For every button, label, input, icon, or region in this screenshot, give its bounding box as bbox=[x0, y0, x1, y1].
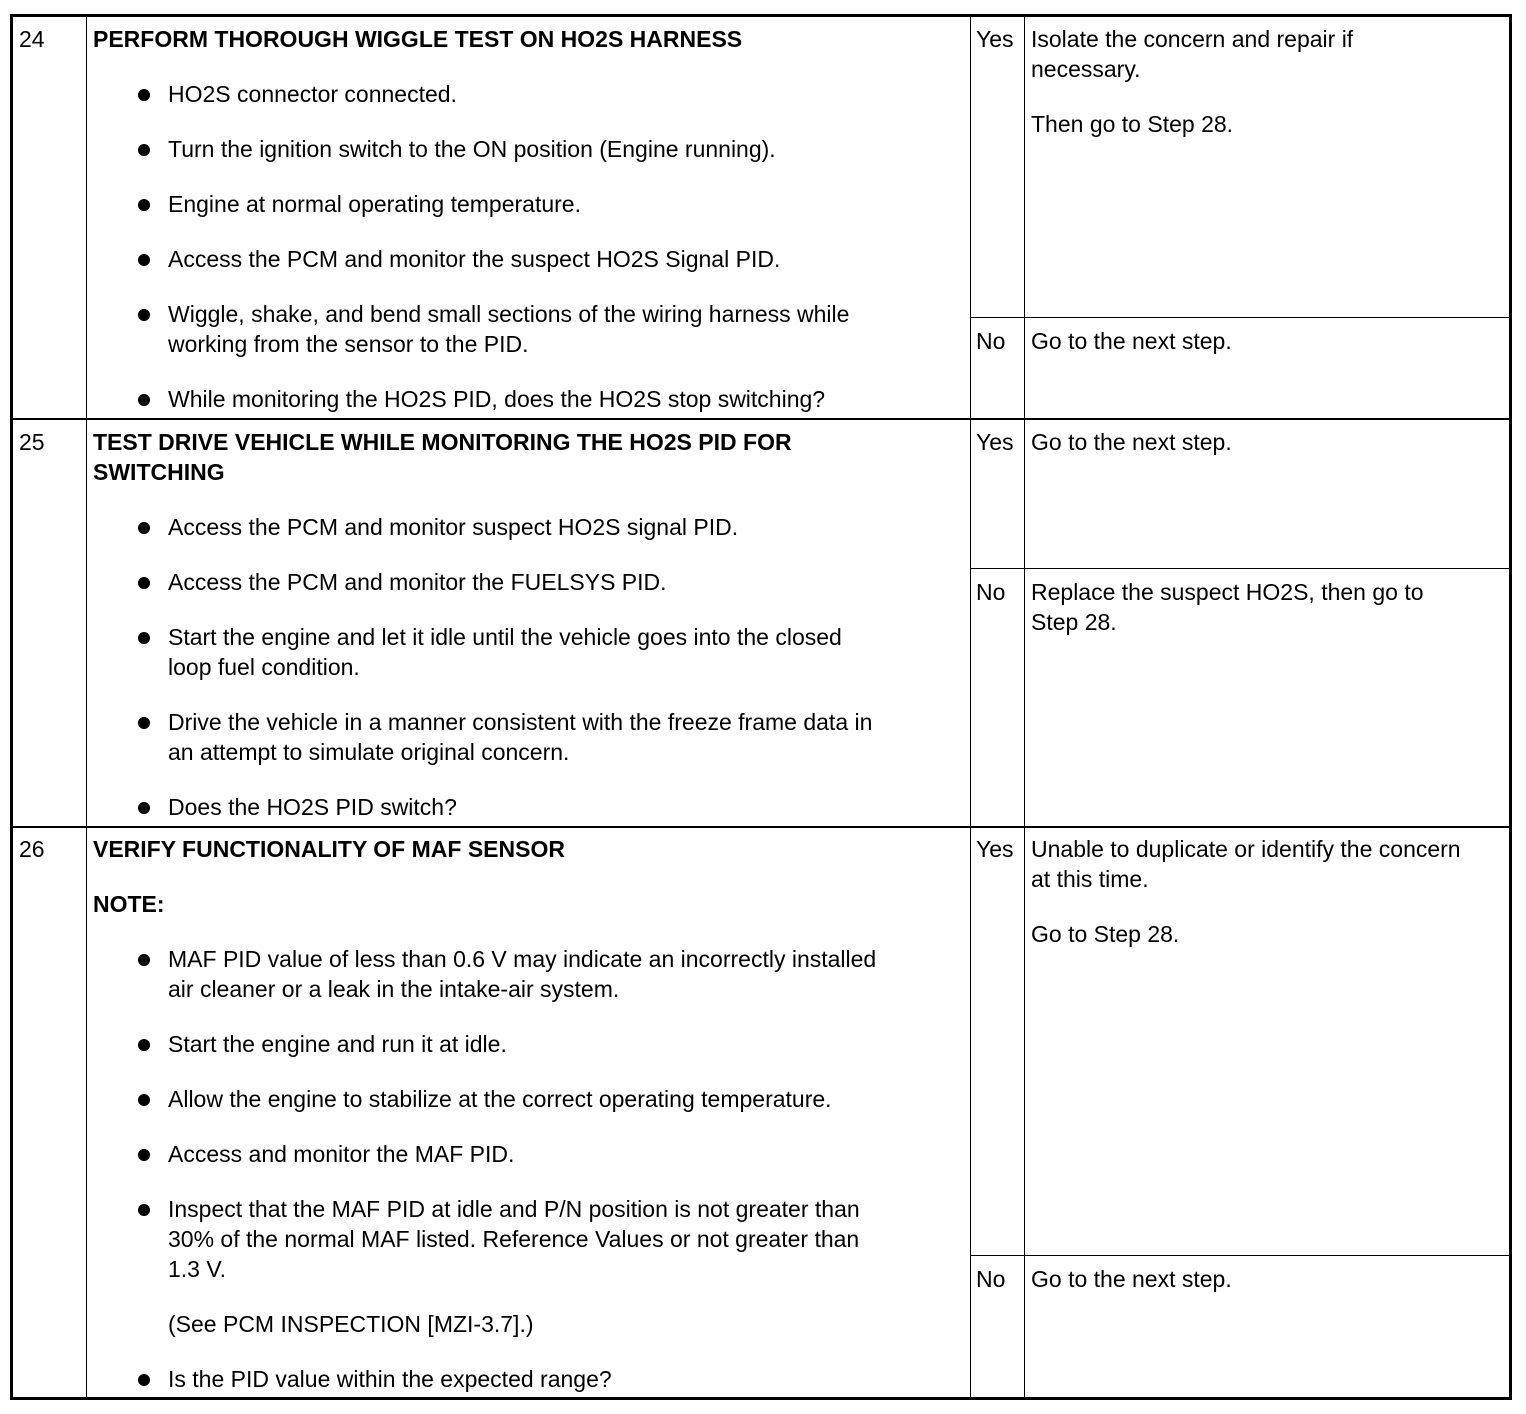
step-title: PERFORM THOROUGH WIGGLE TEST ON HO2S HARNESS bbox=[93, 26, 743, 52]
bullet-text: air cleaner or a leak in the intake-air system. bbox=[168, 976, 620, 1002]
bullet-dot bbox=[138, 309, 150, 321]
row-divider bbox=[13, 826, 1509, 828]
yes-action-followup: Go to Step 28. bbox=[1031, 921, 1180, 947]
step-number: 24 bbox=[19, 26, 45, 52]
step-number: 26 bbox=[19, 836, 45, 862]
bullet-dot bbox=[138, 394, 150, 406]
bullet-dot bbox=[138, 522, 150, 534]
yes-label: Yes bbox=[976, 836, 1014, 862]
row-divider bbox=[13, 418, 1509, 420]
bullet-text: Start the engine and run it at idle. bbox=[168, 1031, 507, 1057]
yes-action-followup: Then go to Step 28. bbox=[1031, 111, 1234, 137]
bullet-text: working from the sensor to the PID. bbox=[168, 331, 529, 357]
yes-action: at this time. bbox=[1031, 866, 1149, 892]
no-action: Replace the suspect HO2S, then go to bbox=[1031, 579, 1424, 605]
bullet-text: Access and monitor the MAF PID. bbox=[168, 1141, 515, 1167]
bullet-dot bbox=[138, 1374, 150, 1386]
step-title: SWITCHING bbox=[93, 459, 225, 485]
bullet-text: Access the PCM and monitor the FUELSYS PID. bbox=[168, 569, 667, 595]
bullet-text: Wiggle, shake, and bend small sections of the wiring harness while bbox=[168, 301, 850, 327]
bullet-dot bbox=[138, 144, 150, 156]
bullet-dot bbox=[138, 1204, 150, 1216]
yes-action: Isolate the concern and repair if bbox=[1031, 26, 1354, 52]
reference-link[interactable]: (See PCM INSPECTION [MZI-3.7].) bbox=[168, 1311, 534, 1337]
bullet-text: an attempt to simulate original concern. bbox=[168, 739, 570, 765]
column-rule-action bbox=[970, 17, 971, 1397]
step-number: 25 bbox=[19, 429, 45, 455]
bullet-text: Does the HO2S PID switch? bbox=[168, 794, 457, 820]
bullet-text: 30% of the normal MAF listed. Reference Values or not greater than bbox=[168, 1226, 860, 1252]
bullet-dot bbox=[138, 717, 150, 729]
bullet-text: Allow the engine to stabilize at the correct operating temperature. bbox=[168, 1086, 832, 1112]
bullet-text: HO2S connector connected. bbox=[168, 81, 457, 107]
bullet-text: Start the engine and let it idle until the vehicle goes into the closed bbox=[168, 624, 842, 650]
bullet-text: Access the PCM and monitor the suspect HO2S Signal PID. bbox=[168, 246, 781, 272]
no-action: Go to the next step. bbox=[1031, 1266, 1232, 1292]
bullet-text: Turn the ignition switch to the ON position (Engine running). bbox=[168, 136, 776, 162]
step-title: TEST DRIVE VEHICLE WHILE MONITORING THE HO2S PID FOR bbox=[93, 429, 792, 455]
yes-action: Unable to duplicate or identify the concern bbox=[1031, 836, 1461, 862]
yes-no-divider bbox=[970, 1255, 1509, 1256]
bullet-dot bbox=[138, 254, 150, 266]
diagnostic-table bbox=[10, 14, 1512, 1400]
column-rule-result bbox=[1024, 17, 1025, 1397]
bullet-text: Engine at normal operating temperature. bbox=[168, 191, 581, 217]
bullet-text: While monitoring the HO2S PID, does the HO2S stop switching? bbox=[168, 386, 826, 412]
no-label: No bbox=[976, 1266, 1006, 1292]
no-label: No bbox=[976, 579, 1006, 605]
no-action: Step 28. bbox=[1031, 609, 1117, 635]
bullet-dot bbox=[138, 89, 150, 101]
yes-action: necessary. bbox=[1031, 56, 1141, 82]
bullet-text: Is the PID value within the expected range? bbox=[168, 1366, 612, 1392]
bullet-dot bbox=[138, 577, 150, 589]
bullet-dot bbox=[138, 1149, 150, 1161]
bullet-text: loop fuel condition. bbox=[168, 654, 360, 680]
bullet-dot bbox=[138, 1039, 150, 1051]
no-label: No bbox=[976, 328, 1006, 354]
note-heading: NOTE: bbox=[93, 891, 165, 917]
no-action: Go to the next step. bbox=[1031, 328, 1232, 354]
yes-no-divider bbox=[970, 317, 1509, 318]
bullet-dot bbox=[138, 802, 150, 814]
bullet-text: 1.3 V. bbox=[168, 1256, 226, 1282]
yes-no-divider bbox=[970, 568, 1509, 569]
bullet-text: Drive the vehicle in a manner consistent with the freeze frame data in bbox=[168, 709, 873, 735]
bullet-text: Access the PCM and monitor suspect HO2S signal PID. bbox=[168, 514, 739, 540]
bullet-text: MAF PID value of less than 0.6 V may indicate an incorrectly installed bbox=[168, 946, 877, 972]
bullet-dot bbox=[138, 1094, 150, 1106]
yes-action: Go to the next step. bbox=[1031, 429, 1232, 455]
bullet-dot bbox=[138, 954, 150, 966]
step-title: VERIFY FUNCTIONALITY OF MAF SENSOR bbox=[93, 836, 565, 862]
yes-label: Yes bbox=[976, 429, 1014, 455]
bullet-dot bbox=[138, 199, 150, 211]
bullet-dot bbox=[138, 632, 150, 644]
bullet-text: Inspect that the MAF PID at idle and P/N position is not greater than bbox=[168, 1196, 860, 1222]
yes-label: Yes bbox=[976, 26, 1014, 52]
column-rule-step bbox=[86, 17, 87, 1397]
